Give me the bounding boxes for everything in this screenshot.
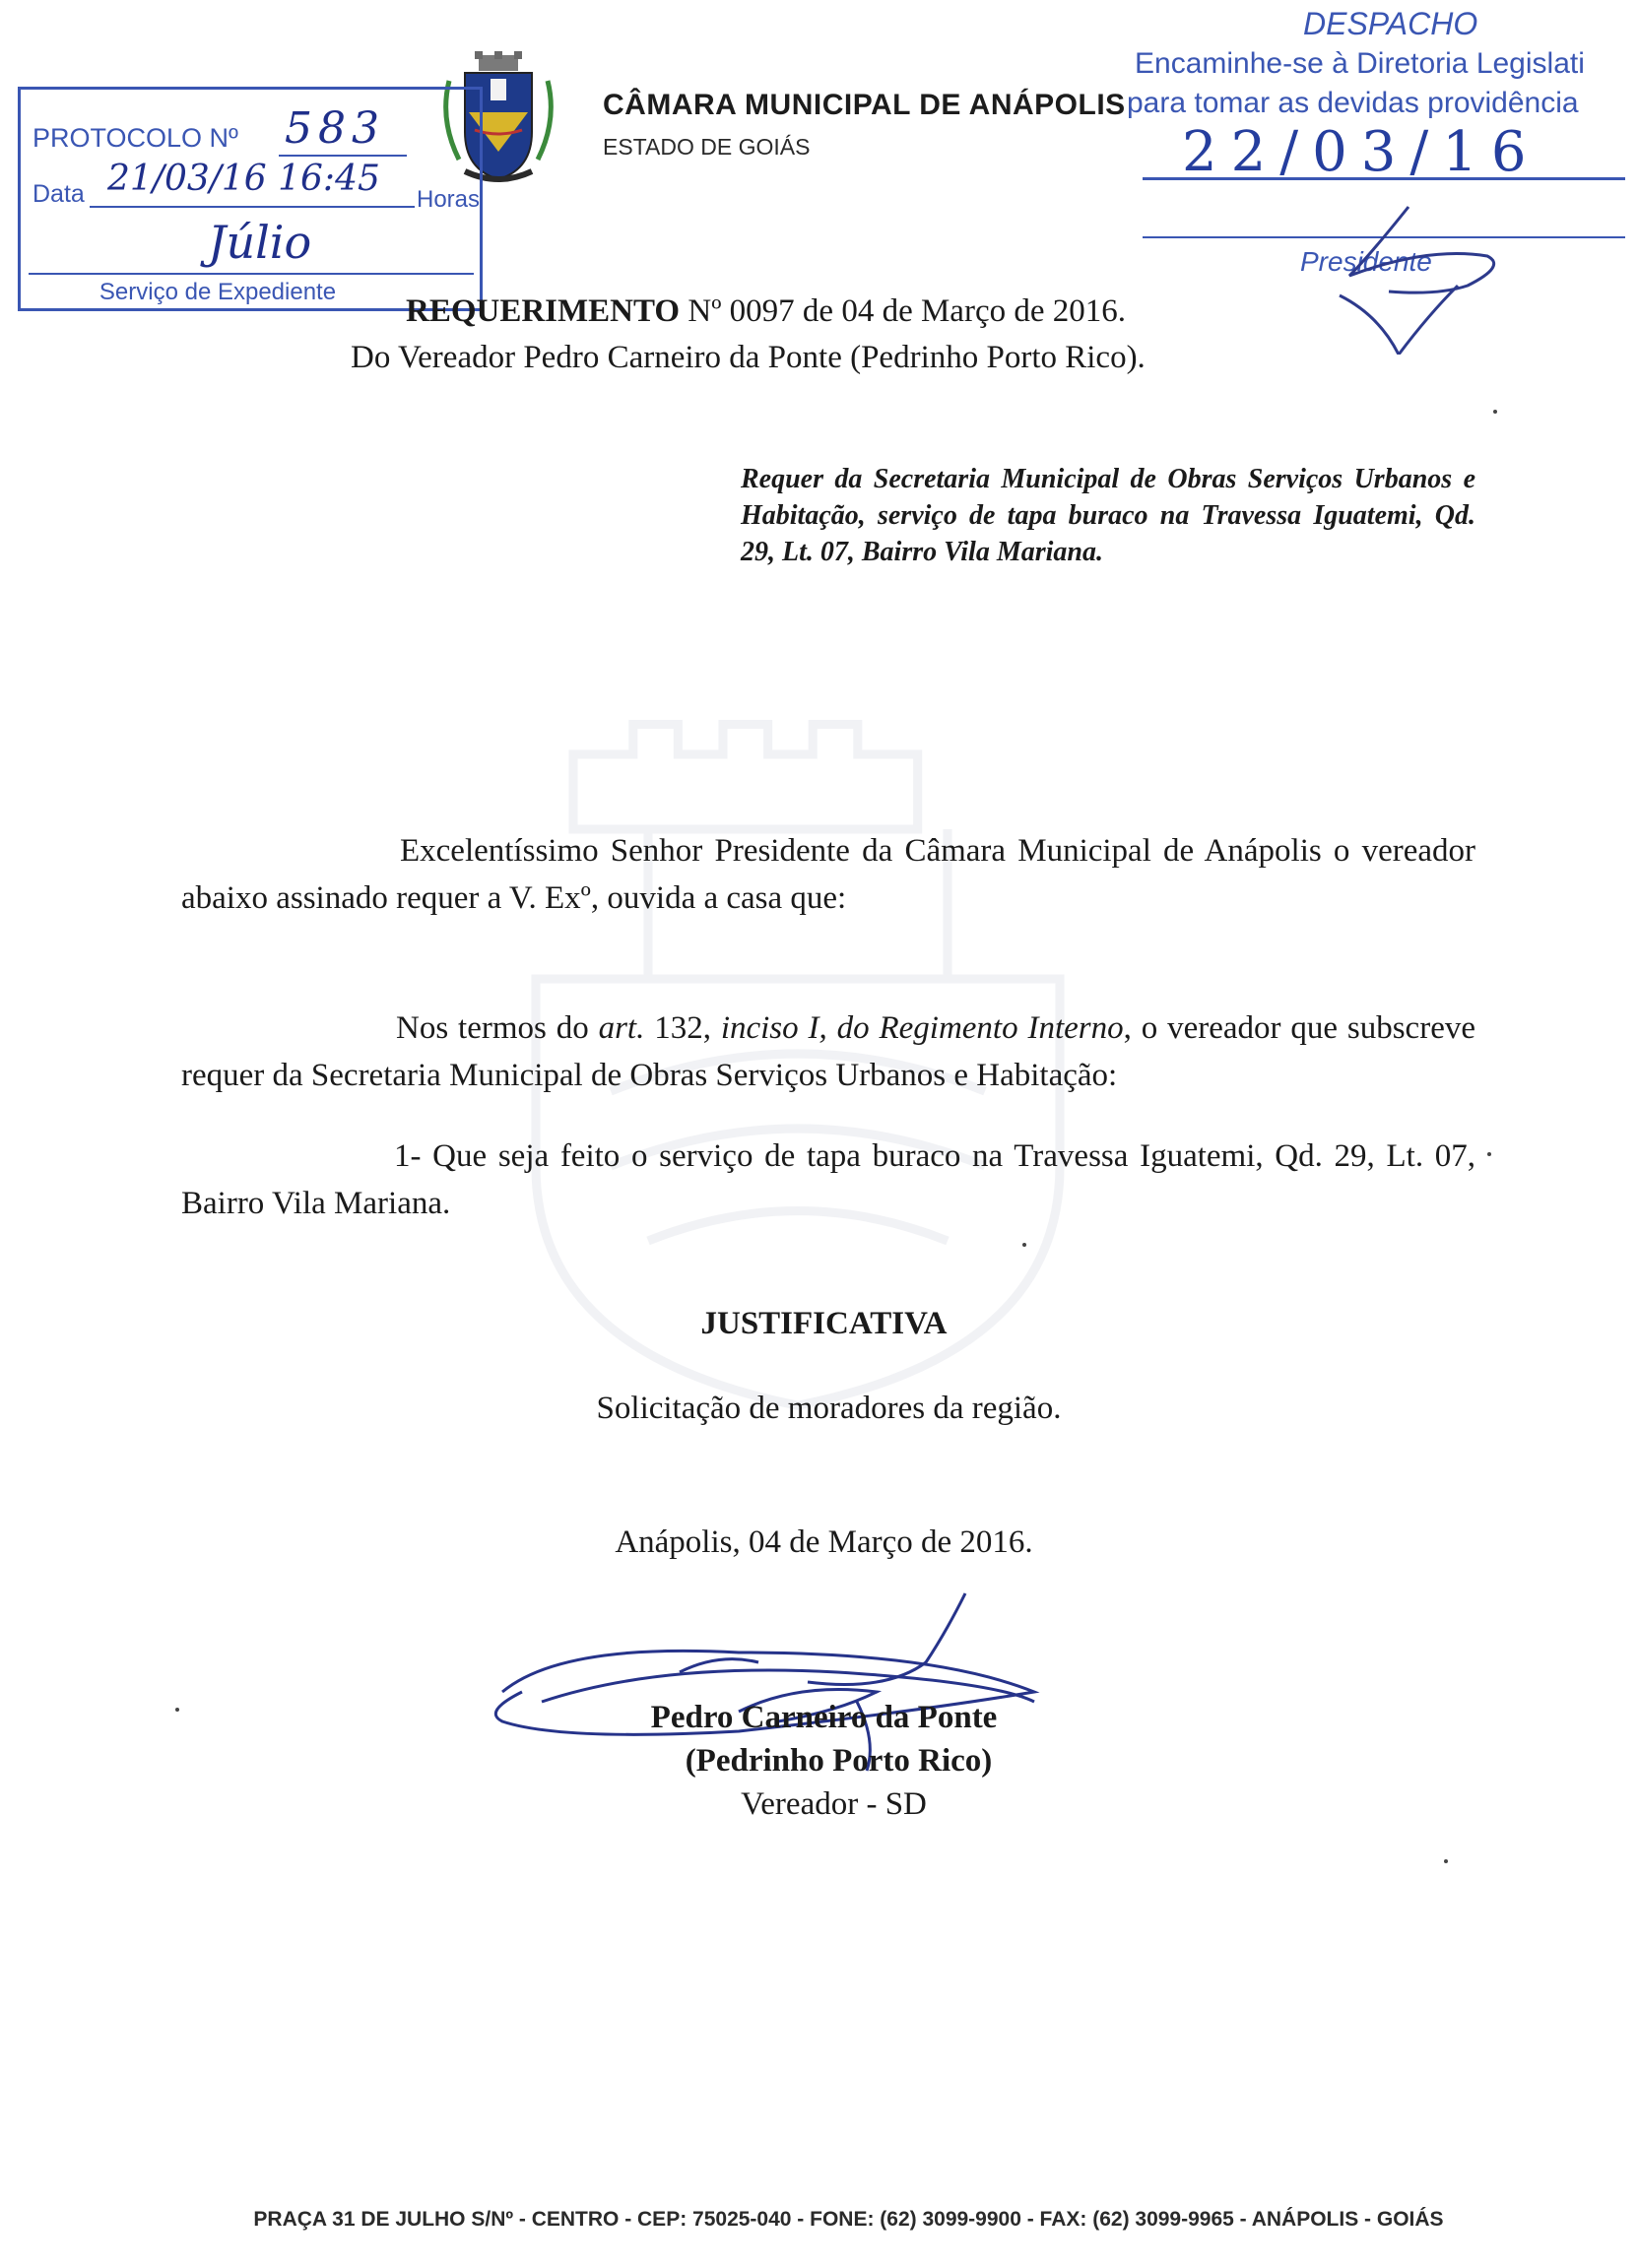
legal-basis-number: 132, (644, 1010, 721, 1046)
protocol-stamp (18, 87, 483, 311)
place-and-date: Anápolis, 04 de Março de 2016. (615, 1524, 1033, 1560)
scan-speck (1022, 1243, 1026, 1247)
document-title (406, 293, 1126, 330)
protocol-date-label: Data (33, 180, 85, 208)
despacho-line-2: para tomar as devidas providência (1127, 87, 1579, 119)
signer-role: Vereador - SD (741, 1786, 927, 1822)
institution-state: ESTADO DE GOIÁS (603, 134, 811, 160)
paragraph-salutation-text: Excelentíssimo Senhor Presidente da Câmara Municipal de Anápolis o vereador abaixo assinado requer a V. Exº, ouvida a casa que: (181, 833, 1475, 916)
justification-heading: JUSTIFICATIVA (700, 1306, 948, 1341)
scan-speck (175, 1708, 179, 1712)
protocol-date-value: 21/03/16 16:45 (107, 159, 380, 199)
despacho-stamp (1123, 0, 1638, 295)
request-item-text: 1- Que seja feito o serviço de tapa buraco na Travessa Iguatemi, Qd. 29, Lt. 07, Bairro Vila Mariana. (181, 1138, 1475, 1221)
document-subtitle: Do Vereador Pedro Carneiro da Ponte (Pedrinho Porto Rico). (351, 340, 1146, 375)
document-title-keyword: REQUERIMENTO (406, 293, 681, 329)
legal-basis-end: , o vereador que subscreve requer da Secretaria Municipal de Obras Serviços Urbanos e Habitação: (181, 1010, 1475, 1093)
scan-speck (1493, 410, 1497, 414)
despacho-date: 22/03/16 (1182, 120, 1540, 184)
document-title-number-date: Nº 0097 de 04 de Março de 2016. (688, 293, 1126, 329)
protocol-handwritten-signature: Júlio (208, 216, 312, 269)
signer-alias: (Pedrinho Porto Rico) (685, 1743, 993, 1779)
despacho-line-1: Encaminhe-se à Diretoria Legislati (1135, 47, 1585, 80)
footer-address: PRAÇA 31 DE JULHO S/Nº - CENTRO - CEP: 75025-040 - FONE: (62) 3099-9900 - FAX: (62) 3099-9965 - ANÁPOLIS - GOIÁS (253, 2208, 1444, 2231)
protocol-label: PROTOCOLO Nº (33, 123, 238, 153)
paragraph-request-item (181, 1133, 1475, 1227)
document-summary: Requer da Secretaria Municipal de Obras Serviços Urbanos e Habitação, serviço de tapa buraco na Travessa Iguatemi, Qd. 29, Lt. 07, Bairro Vila Mariana. (741, 464, 1475, 567)
protocol-service-label: Serviço de Expediente (98, 279, 337, 305)
despacho-title: DESPACHO (1303, 6, 1478, 41)
paragraph-salutation (181, 827, 1475, 922)
protocol-number: 583 (285, 103, 385, 154)
legal-basis-art: art. (598, 1010, 645, 1046)
institution-name: CÂMARA MUNICIPAL DE ANÁPOLIS (603, 89, 1126, 121)
despacho-signer: Presidente (1300, 246, 1432, 277)
justification-text: Solicitação de moradores da região. (596, 1391, 1062, 1426)
paragraph-legal-basis (181, 1004, 1475, 1099)
scan-speck (1487, 1152, 1491, 1156)
protocol-hours-label: Horas (417, 186, 481, 213)
legal-basis-start: Nos termos do (396, 1010, 599, 1046)
president-signature-scribble (1261, 197, 1546, 355)
legal-basis-regiment: inciso I, do Regimento Interno (720, 1010, 1124, 1046)
signer-name: Pedro Carneiro da Ponte (650, 1700, 998, 1735)
scan-speck (1444, 1859, 1448, 1863)
